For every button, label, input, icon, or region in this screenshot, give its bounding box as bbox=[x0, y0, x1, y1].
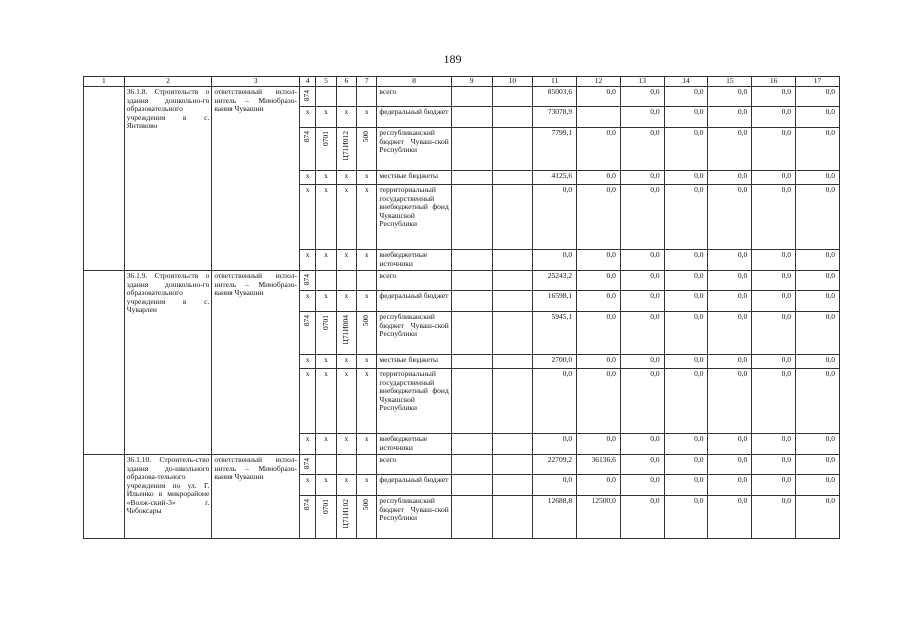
cell-col-10 bbox=[492, 312, 533, 355]
code-c4 bbox=[299, 128, 315, 171]
funding-source: республиканский бюджет Чуваш-ской Республики bbox=[377, 128, 451, 171]
value-col-11: 16598,1 bbox=[533, 291, 577, 312]
value-col-17: 0,0 bbox=[796, 355, 840, 369]
table-body bbox=[84, 77, 840, 539]
code-c6 bbox=[336, 312, 356, 355]
code-x: x bbox=[299, 250, 315, 271]
value-col-13: 0,0 bbox=[620, 291, 664, 312]
cell-col-10 bbox=[492, 271, 533, 291]
value-col-12: 0,0 bbox=[577, 250, 621, 271]
column-number-5: 5 bbox=[316, 77, 336, 87]
code-x: x bbox=[336, 185, 356, 250]
executor-name: ответственный испол-нитель – Минобразо-вания Чувашии bbox=[212, 271, 300, 455]
value-col-15: 0,0 bbox=[708, 355, 752, 369]
value-col-11: 4125,6 bbox=[533, 171, 577, 185]
cell-col-9 bbox=[451, 128, 492, 171]
value-col-14: 0,0 bbox=[664, 312, 708, 355]
code-c6-text: Ц71И004 bbox=[341, 315, 351, 345]
code-x: x bbox=[357, 107, 377, 128]
funding-source: территориальный государственный внебюджетный фонд Чувашской Республики bbox=[377, 185, 451, 250]
code-x: x bbox=[316, 250, 336, 271]
value-col-17: 0,0 bbox=[796, 171, 840, 185]
value-col-15: 0,0 bbox=[708, 250, 752, 271]
value-col-13: 0,0 bbox=[620, 171, 664, 185]
funding-source: республиканский бюджет Чуваш-ской Республики bbox=[377, 312, 451, 355]
value-col-14: 0,0 bbox=[664, 271, 708, 291]
code-empty bbox=[316, 455, 336, 475]
code-x: x bbox=[316, 369, 336, 434]
column-number-3: 3 bbox=[212, 77, 300, 87]
value-col-17: 0,0 bbox=[796, 291, 840, 312]
value-col-15: 0,0 bbox=[708, 291, 752, 312]
value-col-16: 0,0 bbox=[752, 312, 796, 355]
value-col-14: 0,0 bbox=[664, 475, 708, 496]
code-c4-text: 874 bbox=[302, 315, 312, 327]
cell-col-1 bbox=[84, 455, 125, 539]
value-col-11: 7799,1 bbox=[533, 128, 577, 171]
object-name: 36.1.8. Строительств о здания дошкольно-го образовательного учреждения в с. Янтиково bbox=[124, 87, 212, 271]
value-col-13: 0,0 bbox=[620, 87, 664, 107]
value-col-17: 0,0 bbox=[796, 107, 840, 128]
value-col-12: 0,0 bbox=[577, 434, 621, 455]
column-number-13: 13 bbox=[620, 77, 664, 87]
code-c6-text: Ц71И012 bbox=[341, 131, 351, 161]
value-col-12: 36136,6 bbox=[577, 455, 621, 475]
code-x: x bbox=[299, 107, 315, 128]
value-col-14: 0,0 bbox=[664, 496, 708, 539]
value-col-17: 0,0 bbox=[796, 185, 840, 250]
funding-source: республиканский бюджет Чуваш-ской Республики bbox=[377, 496, 451, 539]
column-number-2: 2 bbox=[124, 77, 212, 87]
value-col-13: 0,0 bbox=[620, 185, 664, 250]
code-x: x bbox=[336, 434, 356, 455]
value-col-14: 0,0 bbox=[664, 455, 708, 475]
column-number-6: 6 bbox=[336, 77, 356, 87]
value-col-15: 0,0 bbox=[708, 496, 752, 539]
code-c6 bbox=[336, 496, 356, 539]
value-col-16: 0,0 bbox=[752, 369, 796, 434]
cell-col-9 bbox=[451, 185, 492, 250]
value-col-16: 0,0 bbox=[752, 250, 796, 271]
value-col-11: 5945,1 bbox=[533, 312, 577, 355]
column-number-4: 4 bbox=[299, 77, 315, 87]
funding-source: внебюджетные источники bbox=[377, 434, 451, 455]
cell-col-10 bbox=[492, 475, 533, 496]
value-col-13: 0,0 bbox=[620, 496, 664, 539]
value-col-17: 0,0 bbox=[796, 369, 840, 434]
value-col-13: 0,0 bbox=[620, 107, 664, 128]
column-number-14: 14 bbox=[664, 77, 708, 87]
code-x: x bbox=[357, 355, 377, 369]
value-col-14: 0,0 bbox=[664, 185, 708, 250]
cell-col-9 bbox=[451, 271, 492, 291]
value-col-14: 0,0 bbox=[664, 171, 708, 185]
value-col-15: 0,0 bbox=[708, 87, 752, 107]
code-c5 bbox=[316, 128, 336, 171]
code-x: x bbox=[357, 369, 377, 434]
code-c7 bbox=[357, 496, 377, 539]
column-number-16: 16 bbox=[752, 77, 796, 87]
value-col-12: 0,0 bbox=[577, 171, 621, 185]
code-ministry-text: 874 bbox=[302, 90, 312, 102]
funding-source: всего bbox=[377, 271, 451, 291]
code-x: x bbox=[299, 475, 315, 496]
cell-col-10 bbox=[492, 369, 533, 434]
funding-source: всего bbox=[377, 455, 451, 475]
value-col-11: 73078,9 bbox=[533, 107, 577, 128]
value-col-15: 0,0 bbox=[708, 369, 752, 434]
value-col-16: 0,0 bbox=[752, 496, 796, 539]
value-col-12: 0,0 bbox=[577, 271, 621, 291]
code-empty bbox=[336, 455, 356, 475]
funding-source: местные бюджеты bbox=[377, 355, 451, 369]
value-col-15: 0,0 bbox=[708, 455, 752, 475]
column-number-8: 8 bbox=[377, 77, 451, 87]
code-c7-text: 500 bbox=[361, 131, 371, 143]
value-col-16: 0,0 bbox=[752, 87, 796, 107]
code-empty bbox=[357, 87, 377, 107]
code-c5-text: 0701 bbox=[320, 499, 330, 514]
code-c4 bbox=[299, 312, 315, 355]
funding-source: федеральный бюджет bbox=[377, 107, 451, 128]
code-empty bbox=[357, 271, 377, 291]
code-x: x bbox=[357, 171, 377, 185]
cell-col-9 bbox=[451, 455, 492, 475]
code-x: x bbox=[316, 291, 336, 312]
cell-col-1 bbox=[84, 87, 125, 271]
value-col-11: 22709,2 bbox=[533, 455, 577, 475]
value-col-17: 0,0 bbox=[796, 128, 840, 171]
value-col-16: 0,0 bbox=[752, 128, 796, 171]
value-col-16: 0,0 bbox=[752, 171, 796, 185]
value-col-15: 0,0 bbox=[708, 107, 752, 128]
value-col-15: 0,0 bbox=[708, 271, 752, 291]
value-col-11: 25243,2 bbox=[533, 271, 577, 291]
code-empty bbox=[336, 87, 356, 107]
code-c6 bbox=[336, 128, 356, 171]
column-number-row bbox=[84, 77, 840, 87]
value-col-15: 0,0 bbox=[708, 434, 752, 455]
code-c7 bbox=[357, 312, 377, 355]
value-col-16: 0,0 bbox=[752, 434, 796, 455]
value-col-17: 0,0 bbox=[796, 496, 840, 539]
cell-col-9 bbox=[451, 250, 492, 271]
code-c6-text: Ц71И102 bbox=[341, 499, 351, 529]
value-col-11: 12688,8 bbox=[533, 496, 577, 539]
value-col-12: 0,0 bbox=[577, 355, 621, 369]
funding-source: местные бюджеты bbox=[377, 171, 451, 185]
code-c5-text: 0701 bbox=[320, 315, 330, 330]
value-col-11: 85003,6 bbox=[533, 87, 577, 107]
code-x: x bbox=[299, 185, 315, 250]
code-c5 bbox=[316, 496, 336, 539]
code-c7 bbox=[357, 128, 377, 171]
value-col-16: 0,0 bbox=[752, 291, 796, 312]
value-col-13: 0,0 bbox=[620, 434, 664, 455]
cell-col-10 bbox=[492, 185, 533, 250]
code-x: x bbox=[316, 107, 336, 128]
code-x: x bbox=[316, 355, 336, 369]
code-empty bbox=[316, 87, 336, 107]
value-col-15: 0,0 bbox=[708, 128, 752, 171]
value-col-14: 0,0 bbox=[664, 250, 708, 271]
code-ministry bbox=[299, 87, 315, 107]
code-x: x bbox=[336, 171, 356, 185]
cell-col-9 bbox=[451, 355, 492, 369]
value-col-15: 0,0 bbox=[708, 312, 752, 355]
code-x: x bbox=[299, 291, 315, 312]
funding-source: федеральный бюджет bbox=[377, 291, 451, 312]
code-x: x bbox=[299, 355, 315, 369]
value-col-17: 0,0 bbox=[796, 434, 840, 455]
value-col-14: 0,0 bbox=[664, 355, 708, 369]
value-col-11: 0,0 bbox=[533, 250, 577, 271]
value-col-14: 0,0 bbox=[664, 434, 708, 455]
code-x: x bbox=[357, 434, 377, 455]
value-col-16: 0,0 bbox=[752, 455, 796, 475]
cell-col-10 bbox=[492, 128, 533, 171]
table-row bbox=[84, 271, 840, 291]
code-c5 bbox=[316, 312, 336, 355]
budget-table bbox=[83, 76, 840, 539]
cell-col-9 bbox=[451, 496, 492, 539]
value-col-17: 0,0 bbox=[796, 475, 840, 496]
code-x: x bbox=[316, 475, 336, 496]
column-number-10: 10 bbox=[492, 77, 533, 87]
value-col-12: 0,0 bbox=[577, 475, 621, 496]
cell-col-9 bbox=[451, 434, 492, 455]
value-col-15: 0,0 bbox=[708, 185, 752, 250]
funding-source: территориальный государственный внебюджетный фонд Чувашской Республики bbox=[377, 369, 451, 434]
table-row bbox=[84, 87, 840, 107]
value-col-16: 0,0 bbox=[752, 475, 796, 496]
value-col-13: 0,0 bbox=[620, 455, 664, 475]
column-number-15: 15 bbox=[708, 77, 752, 87]
value-col-15: 0,0 bbox=[708, 171, 752, 185]
value-col-13: 0,0 bbox=[620, 355, 664, 369]
code-c4 bbox=[299, 496, 315, 539]
code-x: x bbox=[336, 250, 356, 271]
table-row bbox=[84, 455, 840, 475]
code-c4-text: 874 bbox=[302, 131, 312, 143]
column-number-11: 11 bbox=[533, 77, 577, 87]
code-empty bbox=[336, 271, 356, 291]
code-x: x bbox=[316, 171, 336, 185]
code-x: x bbox=[357, 291, 377, 312]
code-x: x bbox=[357, 250, 377, 271]
code-x: x bbox=[299, 369, 315, 434]
cell-col-10 bbox=[492, 496, 533, 539]
code-x: x bbox=[357, 185, 377, 250]
code-x: x bbox=[336, 107, 356, 128]
value-col-12: 0,0 bbox=[577, 87, 621, 107]
cell-col-10 bbox=[492, 355, 533, 369]
code-c7-text: 500 bbox=[361, 499, 371, 511]
value-col-12: 0,0 bbox=[577, 128, 621, 171]
funding-source: всего bbox=[377, 87, 451, 107]
column-number-12: 12 bbox=[577, 77, 621, 87]
column-number-7: 7 bbox=[357, 77, 377, 87]
code-x: x bbox=[357, 475, 377, 496]
code-c5-text: 0701 bbox=[320, 131, 330, 146]
code-x: x bbox=[336, 355, 356, 369]
cell-col-9 bbox=[451, 475, 492, 496]
code-x: x bbox=[316, 434, 336, 455]
value-col-13: 0,0 bbox=[620, 312, 664, 355]
value-col-17: 0,0 bbox=[796, 250, 840, 271]
funding-source: федеральный бюджет bbox=[377, 475, 451, 496]
cell-col-9 bbox=[451, 87, 492, 107]
column-number-17: 17 bbox=[796, 77, 840, 87]
value-col-13: 0,0 bbox=[620, 369, 664, 434]
code-ministry-text: 874 bbox=[302, 274, 312, 286]
value-col-16: 0,0 bbox=[752, 271, 796, 291]
cell-col-10 bbox=[492, 107, 533, 128]
code-x: x bbox=[299, 434, 315, 455]
value-col-13: 0,0 bbox=[620, 250, 664, 271]
code-x: x bbox=[316, 185, 336, 250]
value-col-12 bbox=[577, 107, 621, 128]
code-x: x bbox=[336, 369, 356, 434]
object-name: 36.1.10. Строитель-ство здания до-школьного образова-тельного учреждения по ул. Г. Ильенко в микрорайоне «Волж-ский-3» г. Чебоксары bbox=[124, 455, 212, 539]
value-col-14: 0,0 bbox=[664, 128, 708, 171]
cell-col-10 bbox=[492, 171, 533, 185]
value-col-17: 0,0 bbox=[796, 271, 840, 291]
value-col-12: 0,0 bbox=[577, 312, 621, 355]
value-col-16: 0,0 bbox=[752, 107, 796, 128]
value-col-13: 0,0 bbox=[620, 475, 664, 496]
value-col-17: 0,0 bbox=[796, 312, 840, 355]
value-col-14: 0,0 bbox=[664, 369, 708, 434]
executor-name: ответственный испол-нитель – Минобразо-вания Чувашии bbox=[212, 87, 300, 271]
cell-col-9 bbox=[451, 312, 492, 355]
column-number-1: 1 bbox=[84, 77, 125, 87]
value-col-17: 0,0 bbox=[796, 87, 840, 107]
code-x: x bbox=[336, 291, 356, 312]
cell-col-10 bbox=[492, 87, 533, 107]
code-c4-text: 874 bbox=[302, 499, 312, 511]
value-col-15: 0,0 bbox=[708, 475, 752, 496]
value-col-11: 0,0 bbox=[533, 185, 577, 250]
funding-source: внебюджетные источники bbox=[377, 250, 451, 271]
value-col-12: 0,0 bbox=[577, 369, 621, 434]
value-col-13: 0,0 bbox=[620, 128, 664, 171]
cell-col-10 bbox=[492, 250, 533, 271]
cell-col-9 bbox=[451, 107, 492, 128]
value-col-14: 0,0 bbox=[664, 291, 708, 312]
code-c7-text: 500 bbox=[361, 315, 371, 327]
code-ministry bbox=[299, 455, 315, 475]
cell-col-10 bbox=[492, 291, 533, 312]
code-x: x bbox=[336, 475, 356, 496]
value-col-14: 0,0 bbox=[664, 87, 708, 107]
column-number-9: 9 bbox=[451, 77, 492, 87]
code-ministry bbox=[299, 271, 315, 291]
cell-col-10 bbox=[492, 434, 533, 455]
code-x: x bbox=[299, 171, 315, 185]
cell-col-1 bbox=[84, 271, 125, 455]
value-col-14: 0,0 bbox=[664, 107, 708, 128]
cell-col-10 bbox=[492, 455, 533, 475]
value-col-16: 0,0 bbox=[752, 185, 796, 250]
code-empty bbox=[316, 271, 336, 291]
object-name: 36.1.9. Строительств о здания дошкольно-го образовательного учреждения в с. Чуварлеи bbox=[124, 271, 212, 455]
value-col-11: 2700,0 bbox=[533, 355, 577, 369]
value-col-12: 0,0 bbox=[577, 291, 621, 312]
executor-name: ответственный испол-нитель – Минобразо-вания Чувашии bbox=[212, 455, 300, 539]
value-col-16: 0,0 bbox=[752, 355, 796, 369]
value-col-12: 0,0 bbox=[577, 185, 621, 250]
value-col-11: 0,0 bbox=[533, 369, 577, 434]
code-empty bbox=[357, 455, 377, 475]
cell-col-9 bbox=[451, 291, 492, 312]
page-number: 189 bbox=[443, 52, 462, 66]
value-col-17: 0,0 bbox=[796, 455, 840, 475]
code-ministry-text: 874 bbox=[302, 458, 312, 470]
cell-col-9 bbox=[451, 369, 492, 434]
value-col-13: 0,0 bbox=[620, 271, 664, 291]
value-col-12: 12500,0 bbox=[577, 496, 621, 539]
value-col-11: 0,0 bbox=[533, 475, 577, 496]
cell-col-9 bbox=[451, 171, 492, 185]
value-col-11: 0,0 bbox=[533, 434, 577, 455]
